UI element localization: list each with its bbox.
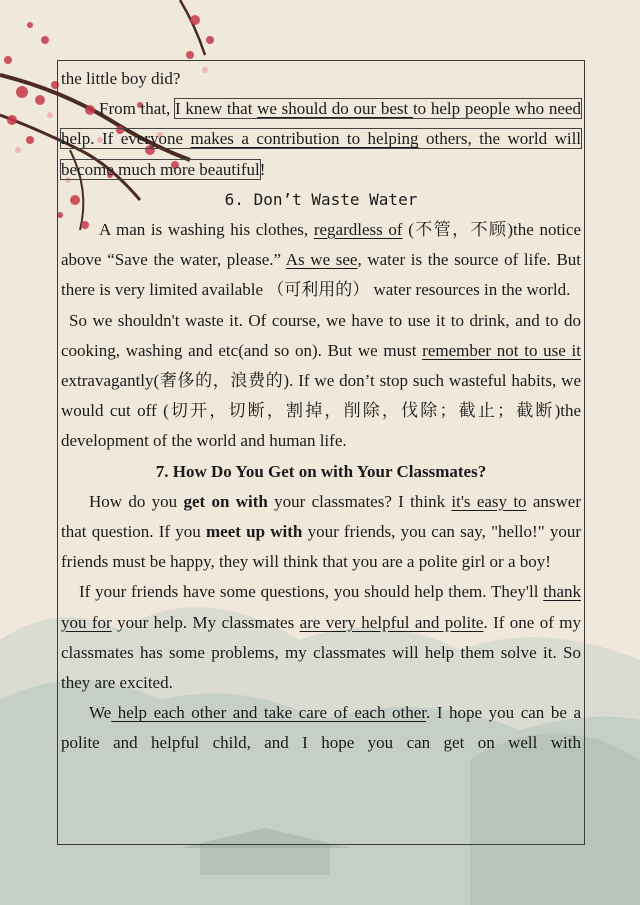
p3-text-c: extravagantly(奢侈的，浪费的). If we don’t stop such wasteful habits, we would cut off (切开，切断，割掉，削除，伐除；截止；截断)the development of the world and human life.: [61, 371, 581, 451]
document-body: [61, 64, 581, 759]
p1-underline-contribution: makes a contribution to helping: [190, 129, 419, 149]
heading-7: 7. How Do You Get on with Your Classmates?: [155, 461, 487, 481]
p5-text-a: If your friends have some questions, you should help them. They'll: [79, 582, 544, 602]
p4-text-g: your friends, you can say, "hello!" your friends must be happy, they will think that you are a polite girl or a boy!: [61, 522, 581, 572]
p2-text-e: , water is the source of life. But there is very limited available （可利用的） water resources in the world.: [61, 250, 582, 300]
branch-3: [180, 0, 205, 55]
p4-text-e: answer that question. If you: [61, 491, 582, 542]
p5-text-c: your help. My classmates: [111, 612, 300, 632]
p1-underline-do-our-best: we should do our best: [257, 99, 413, 119]
p4-bold-meet-up-with: meet up with: [206, 522, 303, 542]
p1-text-a: From that,: [99, 99, 176, 119]
paragraph-1: [61, 94, 581, 185]
p6-text-c: . I hope you can be a polite and helpful child, and I hope you can get on well with: [61, 703, 582, 753]
p2-underline-as-we-see: As we see: [285, 250, 358, 270]
p2-text-a: A man is washing his clothes,: [99, 220, 314, 240]
p1-text-f: others, the world will become much more beautiful: [61, 129, 582, 179]
line-continuation: the little boy did?: [61, 69, 181, 88]
pavilion: [200, 845, 330, 875]
paragraph-6: [61, 698, 581, 758]
paragraph-2: [61, 215, 581, 306]
p4-text-c: your classmates? I think: [267, 491, 452, 511]
heading-6: 6. Don’t Waste Water: [224, 189, 418, 209]
p3-text-a: So we shouldn't waste it. Of course, we have to use it to drink, and to do cooking, washing and etc(and so on). But we must: [61, 310, 581, 360]
p5-underline-thank-you: thank you for: [61, 582, 581, 632]
p4-bold-get-on-with: get on with: [183, 491, 268, 511]
p5-underline-helpful-polite: are very helpful and polite: [299, 612, 484, 632]
p4-underline-easy: it's easy to: [451, 491, 527, 511]
p6-text-a: We: [89, 703, 112, 723]
p6-underline-help-each-other: help each other and take care of each other: [111, 703, 427, 723]
p2-underline-regardless: regardless of: [313, 220, 403, 240]
p5-text-e: . If one of my classmates has some problems, my classmates will help them solve it. So they are excited.: [61, 612, 581, 693]
p2-text-c: (不管，不顾)the notice above “Save the water, please.”: [61, 220, 581, 270]
p1-text-d: to help people who need help. If everyone: [61, 99, 581, 149]
paragraph-3: [61, 306, 581, 457]
p1-text-g: !: [259, 159, 266, 179]
p4-text-a: How do you: [89, 491, 184, 511]
paragraph-4: [61, 487, 581, 578]
paragraph-5: [61, 577, 581, 698]
p1-text-b: I knew that: [175, 99, 258, 119]
p3-underline-remember: remember not to use it: [422, 340, 581, 360]
